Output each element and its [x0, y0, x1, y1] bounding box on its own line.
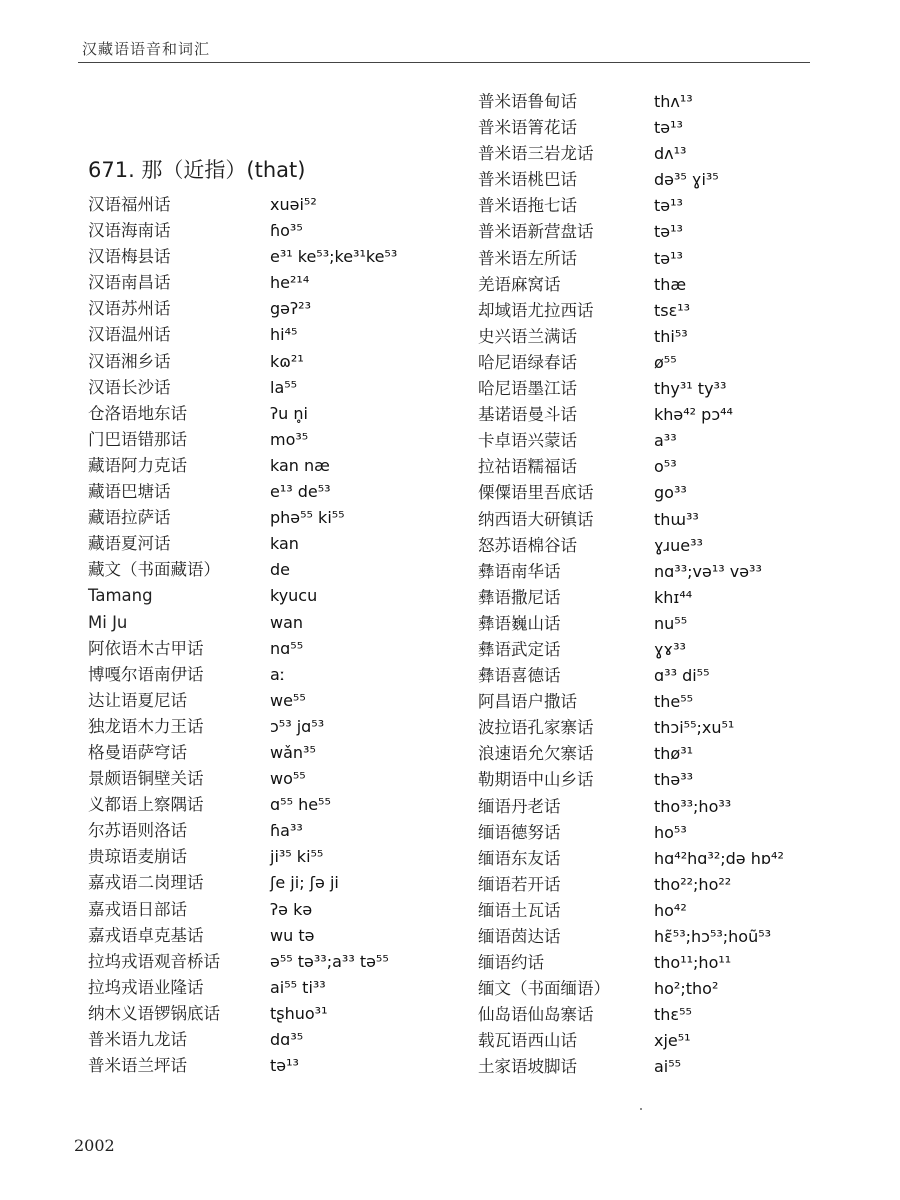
phonetic-form: ɦo³⁵: [270, 221, 303, 241]
language-name: 拉坞戎语观音桥话: [88, 951, 220, 971]
phonetic-form: ai⁵⁵: [654, 1057, 682, 1077]
language-name: 汉语梅县话: [88, 247, 171, 267]
phonetic-form: go³³: [654, 483, 687, 503]
phonetic-form: tə¹³: [654, 222, 683, 242]
phonetic-form: khɪ⁴⁴: [654, 587, 693, 607]
language-name: 土家语坡脚话: [478, 1057, 577, 1077]
language-name: 傈僳语里吾底话: [478, 483, 594, 503]
phonetic-form: phə⁵⁵ ki⁵⁵: [270, 508, 345, 528]
language-name: 藏语拉萨话: [88, 508, 171, 528]
language-name: 汉语海南话: [88, 221, 171, 241]
phonetic-form: thy³¹ ty³³: [654, 379, 727, 399]
phonetic-form: a³³: [654, 431, 677, 451]
phonetic-form: kɷ²¹: [270, 351, 304, 371]
phonetic-form: də³⁵ ɣi³⁵: [654, 170, 719, 190]
language-name: 义都语上察隅话: [88, 795, 204, 815]
entry-title: 671. 那（近指）(that): [88, 158, 306, 182]
phonetic-form: tʂhuo³¹: [270, 1003, 328, 1023]
language-name: 普米语三岩龙话: [478, 144, 594, 164]
language-name: 缅语若开话: [478, 874, 561, 894]
phonetic-form: tho²²;ho²²: [654, 874, 732, 894]
phonetic-form: ɑ³³ di⁵⁵: [654, 666, 710, 686]
language-name: 阿昌语户撒话: [478, 692, 577, 712]
phonetic-form: ɔ⁵³ jɑ⁵³: [270, 716, 325, 736]
language-name: 卡卓语兴蒙话: [478, 431, 577, 451]
language-name: 汉语苏州话: [88, 299, 171, 319]
language-name: 缅语东友话: [478, 848, 561, 868]
language-name: 汉语南昌话: [88, 273, 171, 293]
phonetic-form: thø³¹: [654, 744, 694, 764]
phonetic-form: tho¹¹;ho¹¹: [654, 953, 732, 973]
phonetic-form: thɯ³³: [654, 509, 699, 529]
phonetic-form: tə¹³: [654, 196, 683, 216]
phonetic-form: dɑ³⁵: [270, 1030, 304, 1049]
language-name: 哈尼语绿春话: [478, 352, 577, 372]
phonetic-form: ʔə kə: [270, 899, 313, 919]
language-name: 缅文（书面缅语）: [478, 979, 610, 999]
language-name: 普米语拖七话: [478, 196, 577, 216]
phonetic-form: thə³³: [654, 770, 694, 790]
phonetic-form: thɛ⁵⁵: [654, 1005, 692, 1025]
language-name: 纳西语大研镇话: [478, 509, 594, 529]
phonetic-form: thɔi⁵⁵;xu⁵¹: [654, 718, 735, 738]
phonetic-form: hi⁴⁵: [270, 325, 298, 345]
phonetic-form: ʔu n̥i: [270, 403, 308, 423]
phonetic-form: he²¹⁴: [270, 273, 310, 293]
language-name: 哈尼语墨江话: [478, 379, 577, 399]
phonetic-form: xje⁵¹: [654, 1031, 691, 1051]
language-name: 纳木义语锣锅底话: [88, 1003, 220, 1023]
language-name: 羌语麻窝话: [478, 274, 561, 294]
running-header: 汉藏语语音和词汇: [82, 40, 211, 58]
phonetic-form: mo³⁵: [270, 429, 309, 449]
language-name: 缅语丹老话: [478, 796, 561, 816]
phonetic-form: thʌ¹³: [654, 92, 693, 111]
phonetic-form: gəʔ²³: [270, 299, 311, 319]
language-name: 缅语约话: [478, 953, 544, 973]
phonetic-form: nɑ³³;və¹³ və³³: [654, 561, 762, 581]
language-name: Mi Ju: [88, 612, 128, 632]
language-name: 仓洛语地东话: [88, 403, 187, 423]
language-name: 缅语土瓦话: [478, 900, 561, 920]
language-name: 阿依语木古甲话: [88, 638, 204, 658]
language-name: 普米语新营盘话: [478, 222, 594, 242]
phonetic-form: ai⁵⁵ ti³³: [270, 977, 326, 997]
phonetic-form: nɑ⁵⁵: [270, 638, 304, 658]
language-name: 普米语九龙话: [88, 1030, 187, 1049]
phonetic-form: hɛ̃⁵³;hɔ⁵³;hoũ⁵³: [654, 927, 772, 946]
phonetic-form: la⁵⁵: [270, 377, 298, 397]
phonetic-form: thi⁵³: [654, 326, 688, 346]
phonetic-form: tə¹³: [654, 118, 683, 138]
language-name: 彝语撒尼话: [478, 587, 561, 607]
phonetic-form: ho²;tho²: [654, 979, 719, 999]
phonetic-form: kan næ: [270, 455, 330, 475]
language-name: 门巴语错那话: [88, 429, 187, 449]
language-name: 勒期语中山乡话: [478, 770, 594, 790]
language-name: Tamang: [88, 586, 153, 606]
language-name: 却域语尤拉西话: [478, 300, 594, 320]
page-number: 2002: [74, 1136, 115, 1155]
language-name: 彝语武定话: [478, 639, 561, 659]
phonetic-form: ø⁵⁵: [654, 352, 677, 372]
phonetic-form: o⁵³: [654, 457, 677, 477]
phonetic-form: kyucu: [270, 586, 318, 606]
language-name: 藏语夏河话: [88, 534, 171, 554]
phonetic-form: wo⁵⁵: [270, 769, 306, 789]
language-name: 尔苏语则洛话: [88, 821, 187, 841]
phonetic-form: e¹³ de⁵³: [270, 482, 331, 502]
phonetic-form: e³¹ ke⁵³;ke³¹ke⁵³: [270, 247, 398, 267]
phonetic-form: de: [270, 560, 290, 580]
phonetic-form: khə⁴² pɔ⁴⁴: [654, 405, 733, 425]
language-name: 汉语福州话: [88, 195, 171, 214]
language-name: 浪速语允欠寨话: [478, 744, 594, 764]
language-name: 汉语湘乡话: [88, 351, 171, 371]
phonetic-form: ɑ⁵⁵ he⁵⁵: [270, 795, 331, 815]
phonetic-form: ɦa³³: [270, 821, 303, 841]
phonetic-form: wan: [270, 612, 304, 632]
phonetic-form: tho³³;ho³³: [654, 796, 732, 816]
language-name: 汉语温州话: [88, 325, 171, 345]
phonetic-form: tə¹³: [654, 248, 683, 268]
phonetic-form: tə¹³: [270, 1056, 299, 1076]
language-name: 拉祜语糯福话: [478, 457, 577, 477]
language-name: 达让语夏尼话: [88, 690, 187, 710]
language-name: 史兴语兰满话: [478, 326, 577, 346]
phonetic-form: ɣɤ³³: [654, 639, 686, 659]
language-name: 汉语长沙话: [88, 377, 171, 397]
language-name: 基诺语曼斗话: [478, 405, 577, 425]
language-name: 彝语南华话: [478, 561, 561, 581]
language-name: 普米语箐花话: [478, 118, 577, 138]
language-name: 嘉戎语卓克基话: [88, 925, 204, 945]
language-name: 普米语兰坪话: [88, 1056, 187, 1076]
language-name: 载瓦语西山话: [478, 1031, 577, 1051]
language-name: 彝语巍山话: [478, 613, 561, 633]
language-name: 缅语茵达话: [478, 927, 561, 946]
phonetic-form: the⁵⁵: [654, 692, 694, 712]
language-name: 贵琼语麦崩话: [88, 847, 187, 867]
phonetic-form: kan: [270, 534, 299, 554]
language-name: 藏文（书面藏语）: [88, 560, 220, 580]
language-name: 普米语左所话: [478, 248, 577, 268]
language-name: 景颇语铜壁关话: [88, 769, 204, 789]
phonetic-form: ʃe ji; ʃə ji: [270, 873, 339, 893]
phonetic-form: nu⁵⁵: [654, 613, 688, 633]
language-name: 嘉戎语日部话: [88, 899, 187, 919]
phonetic-form: tsɛ¹³: [654, 300, 691, 320]
phonetic-form: we⁵⁵: [270, 690, 306, 710]
phonetic-form: thæ: [654, 274, 687, 294]
language-name: 普米语鲁甸话: [478, 92, 577, 111]
header-rule: [78, 62, 810, 63]
phonetic-form: xuəi⁵²: [270, 195, 317, 214]
language-name: 藏语巴塘话: [88, 482, 171, 502]
phonetic-form: ji³⁵ ki⁵⁵: [270, 847, 324, 867]
language-name: 波拉语孔家寨话: [478, 718, 594, 738]
phonetic-form: dʌ¹³: [654, 144, 687, 164]
phonetic-form: ho⁴²: [654, 900, 687, 920]
language-name: 藏语阿力克话: [88, 455, 187, 475]
phonetic-form: aː: [270, 664, 286, 684]
language-name: 普米语桃巴话: [478, 170, 577, 190]
language-name: 怒苏语棉谷话: [478, 535, 577, 555]
phonetic-form: wǎn³⁵: [270, 742, 316, 762]
phonetic-form: wu tə: [270, 925, 315, 945]
language-name: 独龙语木力王话: [88, 716, 204, 736]
scan-speck: [640, 1108, 642, 1110]
language-name: 缅语德努话: [478, 822, 561, 842]
language-name: 仙岛语仙岛寨话: [478, 1005, 594, 1025]
language-name: 嘉戎语二岗理话: [88, 873, 204, 893]
phonetic-form: hɑ⁴²hɑ³²;də hɒ⁴²: [654, 848, 784, 868]
phonetic-form: ɣɹue³³: [654, 535, 703, 555]
language-name: 格曼语萨穹话: [88, 742, 187, 762]
language-name: 彝语喜德话: [478, 666, 561, 686]
phonetic-form: ho⁵³: [654, 822, 687, 842]
language-name: 拉坞戎语业隆话: [88, 977, 204, 997]
language-name: 博嘎尔语南伊话: [88, 664, 204, 684]
phonetic-form: ə⁵⁵ tə³³;a³³ tə⁵⁵: [270, 951, 389, 971]
